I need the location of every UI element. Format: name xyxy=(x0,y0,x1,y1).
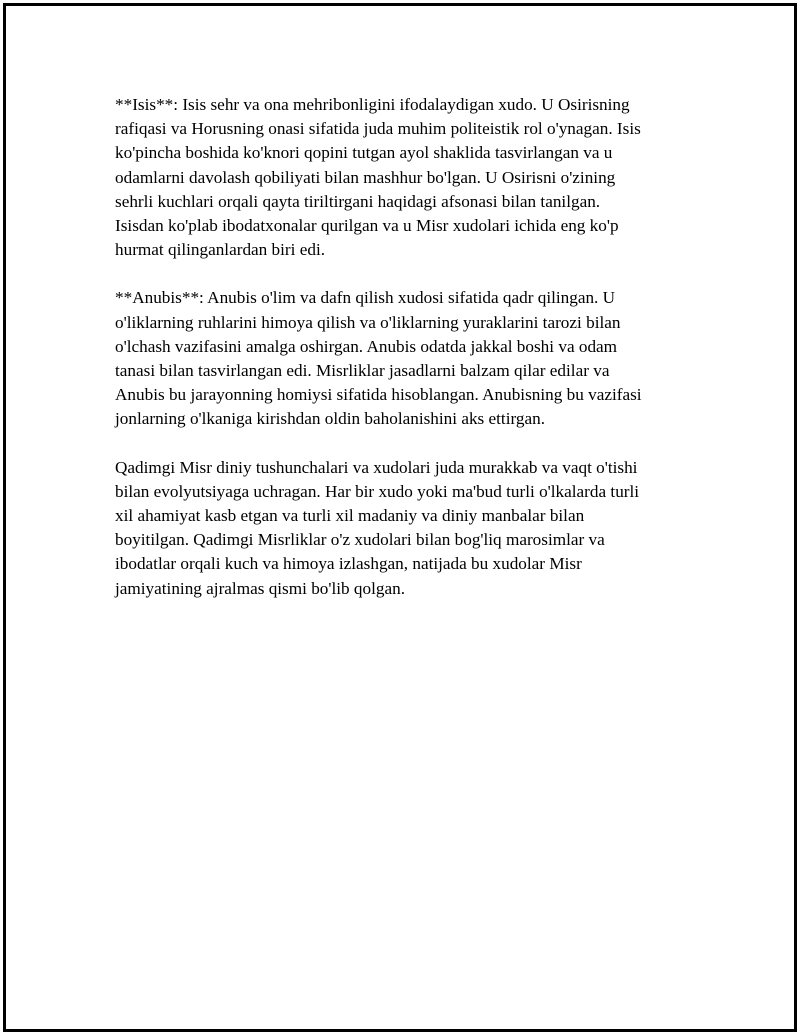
paragraph-ancient-egypt xyxy=(115,456,690,601)
text-line: tanasi bilan tasvirlangan edi. Misrliklar jasadlarni balzam qilar edilar va xyxy=(115,361,610,381)
text-line: xil ahamiyat kasb etgan va turli xil madaniy va diniy manbalar bilan xyxy=(115,506,585,526)
text-line: o'lchash vazifasini amalga oshirgan. Anubis odatda jakkal boshi va odam xyxy=(115,336,618,356)
paragraph-anubis xyxy=(115,286,690,431)
text-line: sehrli kuchlari orqali qayta tiriltirgani haqidagi afsonasi bilan tanilgan. xyxy=(115,191,601,211)
paragraph-isis xyxy=(115,93,690,262)
text-line: hurmat qilinganlardan biri edi. xyxy=(115,240,326,260)
text-line: Anubis bu jarayonning homiysi sifatida hisoblangan. Anubisning bu vazifasi xyxy=(115,385,642,405)
text-line: **Anubis**: Anubis o'lim va dafn qilish xudosi sifatida qadr qilingan. U xyxy=(115,288,616,308)
text-line: odamlarni davolash qobiliyati bilan mashhur bo'lgan. U Osirisni o'zining xyxy=(115,167,616,187)
text-line: ibodatlar orqali kuch va himoya izlashgan, natijada bu xudolar Misr xyxy=(115,554,582,574)
text-line: boyitilgan. Qadimgi Misrliklar o'z xudolari bilan bog'liq marosimlar va xyxy=(115,530,605,550)
document-body xyxy=(115,93,690,625)
text-line: jamiyatining ajralmas qismi bo'lib qolgan. xyxy=(115,578,405,598)
text-line: o'liklarning ruhlarini himoya qilish va o'liklarning yuraklarini tarozi bilan xyxy=(115,312,621,332)
text-line: ko'pincha boshida ko'knori qopini tutgan ayol shaklida tasvirlangan va u xyxy=(115,143,613,163)
text-line: jonlarning o'lkaniga kirishdan oldin baholanishini aks ettirgan. xyxy=(115,409,546,429)
text-line: rafiqasi va Horusning onasi sifatida juda muhim politeistik rol o'ynagan. Isis xyxy=(115,119,641,139)
text-line: Isisdan ko'plab ibodatxonalar qurilgan va u Misr xudolari ichida eng ko'p xyxy=(115,216,619,236)
text-line: Qadimgi Misr diniy tushunchalari va xudolari juda murakkab va vaqt o'tishi xyxy=(115,457,638,477)
text-line: **Isis**: Isis sehr va ona mehribonligini ifodalaydigan xudo. U Osirisning xyxy=(115,95,630,114)
text-line: bilan evolyutsiyaga uchragan. Har bir xudo yoki ma'bud turli o'lkalarda turli xyxy=(115,481,640,501)
